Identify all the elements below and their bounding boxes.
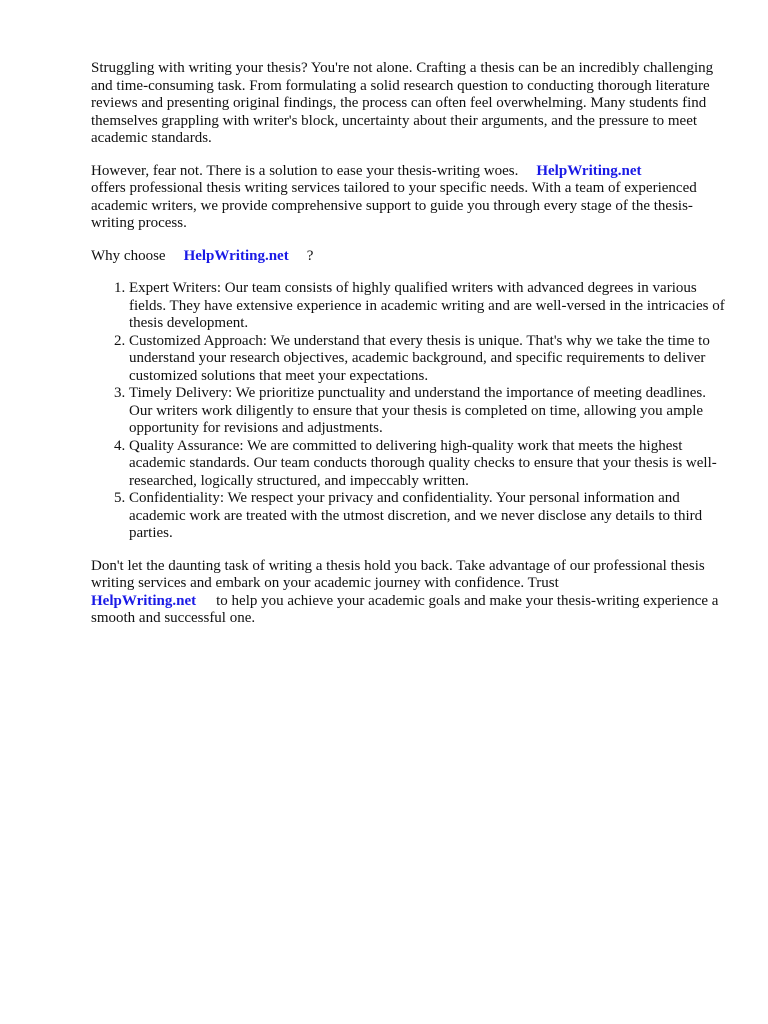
solution-paragraph [91, 163, 731, 233]
why-choose-text: Why choose [91, 247, 166, 264]
solution-text-before: However, fear not. There is a solution to ease your thesis-writing woes. [91, 162, 519, 179]
solution-text-after: offers professional thesis writing services tailored to your specific needs. With a team of experienced academic writers, we provide comprehensive support to guide you through every stage of the thesis-writing process. [91, 180, 697, 231]
helpwriting-link[interactable]: HelpWriting.net [91, 592, 197, 609]
closing-paragraph [91, 558, 731, 628]
list-item: 1. Expert Writers: Our team consists of highly qualified writers with advanced degrees in various fields. They have extensive experience in academic writing and are well-versed in the intricacies of thesis development. [129, 280, 731, 333]
document-body [91, 60, 731, 643]
closing-text-before: Don't let the daunting task of writing a thesis hold you back. Take advantage of our professional thesis writing services and embark on your academic journey with confidence. Trust [91, 557, 705, 591]
list-item: 5. Confidentiality: We respect your privacy and confidentiality. Your personal information and academic work are treated with the utmost discretion, and we never disclose any details to third parties. [129, 490, 731, 543]
list-item: 3. Timely Delivery: We prioritize punctuality and understand the importance of meeting deadlines. Our writers work diligently to ensure that your thesis is completed on time, allowing you ample opportunity for revisions and adjustments. [129, 385, 731, 438]
list-item: 2. Customized Approach: We understand that every thesis is unique. That's why we take the time to understand your research objectives, academic background, and specific requirements to deliver customized solutions that meet your expectations. [129, 333, 731, 386]
why-choose-question-mark: ? [306, 247, 314, 264]
closing-text-after: to help you achieve your academic goals and make your thesis-writing experience a smooth and successful one. [91, 592, 719, 626]
list-item: 4. Quality Assurance: We are committed to delivering high-quality work that meets the highest academic standards. Our team conducts thorough quality checks to ensure that your thesis is well-researched, logically structured, and impeccably written. [129, 438, 731, 491]
helpwriting-link[interactable]: HelpWriting.net [536, 162, 642, 179]
reasons-list [91, 280, 731, 543]
intro-paragraph: Struggling with writing your thesis? You're not alone. Crafting a thesis can be an incredibly challenging and time-consuming task. From formulating a solid research question to conducting thorough literature reviews and presenting original findings, the process can often feel overwhelming. Many students find themselves grappling with writer's block, uncertainty about their arguments, and the pressure to meet academic standards. [91, 60, 714, 146]
helpwriting-link[interactable]: HelpWriting.net [183, 247, 289, 264]
why-choose-line [91, 248, 731, 266]
